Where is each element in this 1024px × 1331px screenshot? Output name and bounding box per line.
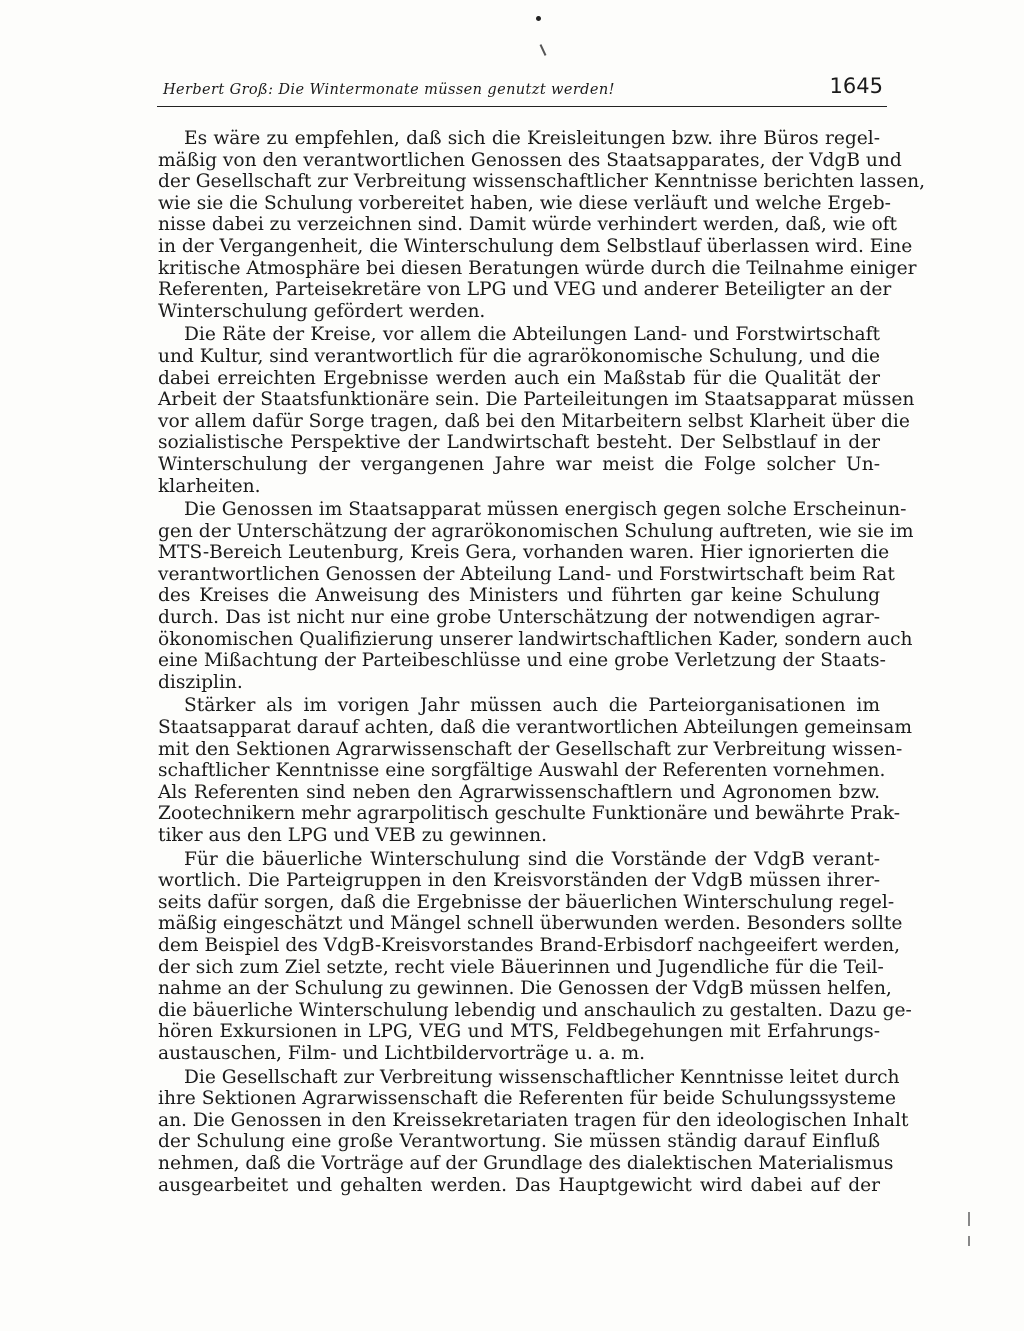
paragraph	[158, 1066, 909, 1197]
text-line: an. Die Genossen in den Kreissekretariaten tragen für den ideologischen Inhalt	[158, 1109, 909, 1131]
text-line: Staatsapparat darauf achten, daß die verantwortlichen Abteilungen gemeinsam	[158, 717, 913, 739]
text-line: disziplin.	[158, 671, 243, 693]
text-line: nahme an der Schulung zu gewinnen. Die Genossen der VdgB müssen helfen,	[158, 978, 892, 1000]
text-line: dem Beispiel des VdgB-Kreisvorstandes Brand-Erbisdorf nachgeeifert werden,	[158, 934, 900, 956]
text-line: eine Mißachtung der Parteibeschlüsse und eine grobe Verletzung der Staats-	[158, 650, 886, 672]
article-body	[158, 128, 926, 1196]
text-line: kritische Atmosphäre bei diesen Beratungen würde durch die Teilnahme einiger	[158, 257, 917, 279]
text-line: in der Vergangenheit, die Winterschulung dem Selbstlauf überlassen wird. Eine	[158, 235, 913, 257]
text-line: Die Gesellschaft zur Verbreitung wissenschaftlicher Kenntnisse leitet durch	[184, 1066, 900, 1088]
text-line: nisse dabei zu verzeichnen sind. Damit würde verhindert werden, daß, wie oft	[158, 214, 898, 236]
text-line: mäßig von den verantwortlichen Genossen des Staatsapparates, der VdgB und	[158, 149, 902, 171]
text-line: vor allem dafür Sorge tragen, daß bei den Mitarbeitern selbst Klarheit über die	[158, 410, 910, 432]
text-line: ihre Sektionen Agrarwissenschaft die Referenten für beide Schulungssysteme	[158, 1088, 896, 1110]
text-line: die bäuerliche Winterschulung lebendig und anschaulich zu gestalten. Dazu ge-	[158, 999, 912, 1021]
text-line: gen der Unterschätzung der agrarökonomischen Schulung auftreten, wie sie im	[158, 520, 914, 542]
text-line: Zootechnikern mehr agrarpolitisch geschulte Funktionäre und bewährte Prak-	[158, 803, 901, 825]
page-number: 1645	[829, 74, 883, 98]
paragraph	[158, 499, 914, 693]
text-line: Als Referenten sind neben den Agrarwissenschaftlern und Agronomen bzw.	[158, 781, 880, 803]
text-line: des Kreises die Anweisung des Ministers und führten gar keine Schulung	[158, 585, 880, 607]
text-line: und Kultur, sind verantwortlich für die agrarökonomische Schulung, und die	[158, 345, 881, 367]
ink-speck	[536, 16, 541, 21]
text-line: hören Exkursionen in LPG, VEG und MTS, Feldbegehungen mit Erfahrungs-	[158, 1021, 880, 1043]
text-line: wortlich. Die Parteigruppen in den Kreisvorständen der VdgB müssen ihrer-	[158, 870, 880, 892]
text-line: wie sie die Schulung vorbereitet haben, wie diese verläuft und welche Ergeb-	[158, 192, 891, 214]
paragraph	[158, 128, 926, 322]
text-line: der sich zum Ziel setzte, recht viele Bäuerinnen und Jugendliche für die Teil-	[158, 956, 884, 978]
text-line: Referenten, Parteisekretäre von LPG und VEG und anderer Beteiligter an der	[158, 279, 892, 301]
text-line: tiker aus den LPG und VEB zu gewinnen.	[158, 825, 548, 846]
text-line: seits dafür sorgen, daß die Ergebnisse der bäuerlichen Winterschulung regel-	[158, 891, 895, 913]
text-line: Arbeit der Staatsfunktionäre sein. Die Parteileitungen im Staatsapparat müssen	[158, 389, 915, 411]
text-line: Die Räte der Kreise, vor allem die Abteilungen Land- und Forstwirtschaft	[184, 324, 880, 346]
text-line: MTS-Bereich Leutenburg, Kreis Gera, vorhanden waren. Hier ignorierten die	[158, 542, 890, 564]
text-line: Für die bäuerliche Winterschulung sind die Vorstände der VdgB verant-	[184, 848, 880, 870]
page-header	[157, 74, 887, 107]
text-line: Stärker als im vorigen Jahr müssen auch die Parteiorganisationen im	[184, 695, 880, 717]
text-line: mit den Sektionen Agrarwissenschaft der Gesellschaft zur Verbreitung wissen-	[158, 738, 903, 760]
text-line: Winterschulung gefördert werden.	[158, 300, 486, 322]
text-line: mäßig eingeschätzt und Mängel schnell überwunden werden. Besonders sollte	[158, 913, 903, 935]
text-line: sozialistische Perspektive der Landwirtschaft besteht. Der Selbstlauf in der	[158, 432, 880, 454]
text-line: klarheiten.	[158, 475, 261, 497]
text-line: dabei erreichten Ergebnisse werden auch ein Maßstab für die Qualität der	[158, 367, 880, 389]
text-line: der Schulung eine große Verantwortung. Sie müssen ständig darauf Einfluß	[158, 1131, 880, 1153]
text-line: durch. Das ist nicht nur eine grobe Unterschätzung der notwendigen agrar-	[158, 607, 880, 629]
paragraph	[158, 848, 912, 1065]
text-line: ökonomischen Qualifizierung unserer landwirtschaftlichen Kader, sondern auch	[158, 628, 913, 650]
text-line: nehmen, daß die Vorträge auf der Grundlage des dialektischen Materialismus	[158, 1152, 894, 1174]
running-head: Herbert Groß: Die Wintermonate müssen genutzt werden!	[163, 82, 615, 98]
text-line: Es wäre zu empfehlen, daß sich die Kreisleitungen bzw. ihre Büros regel-	[184, 128, 880, 149]
paragraph	[158, 324, 915, 497]
text-line: austauschen, Film- und Lichtbildervorträge u. a. m.	[158, 1042, 646, 1064]
text-line: der Gesellschaft zur Verbreitung wissenschaftlicher Kenntnisse berichten lassen,	[158, 171, 926, 193]
text-line: schaftlicher Kenntnisse eine sorgfältige Auswahl der Referenten vornehmen.	[158, 760, 886, 782]
text-line: verantwortlichen Genossen der Abteilung Land- und Forstwirtschaft beim Rat	[158, 563, 895, 585]
margin-mark	[968, 1236, 970, 1246]
paragraph	[158, 695, 913, 846]
ink-mark	[540, 44, 547, 56]
text-line: Winterschulung der vergangenen Jahre war meist die Folge solcher Un-	[158, 453, 880, 475]
margin-mark	[968, 1212, 970, 1226]
text-line: ausgearbeitet und gehalten werden. Das Hauptgewicht wird dabei auf der	[158, 1174, 880, 1196]
text-line: Die Genossen im Staatsapparat müssen energisch gegen solche Erscheinun-	[184, 499, 907, 521]
